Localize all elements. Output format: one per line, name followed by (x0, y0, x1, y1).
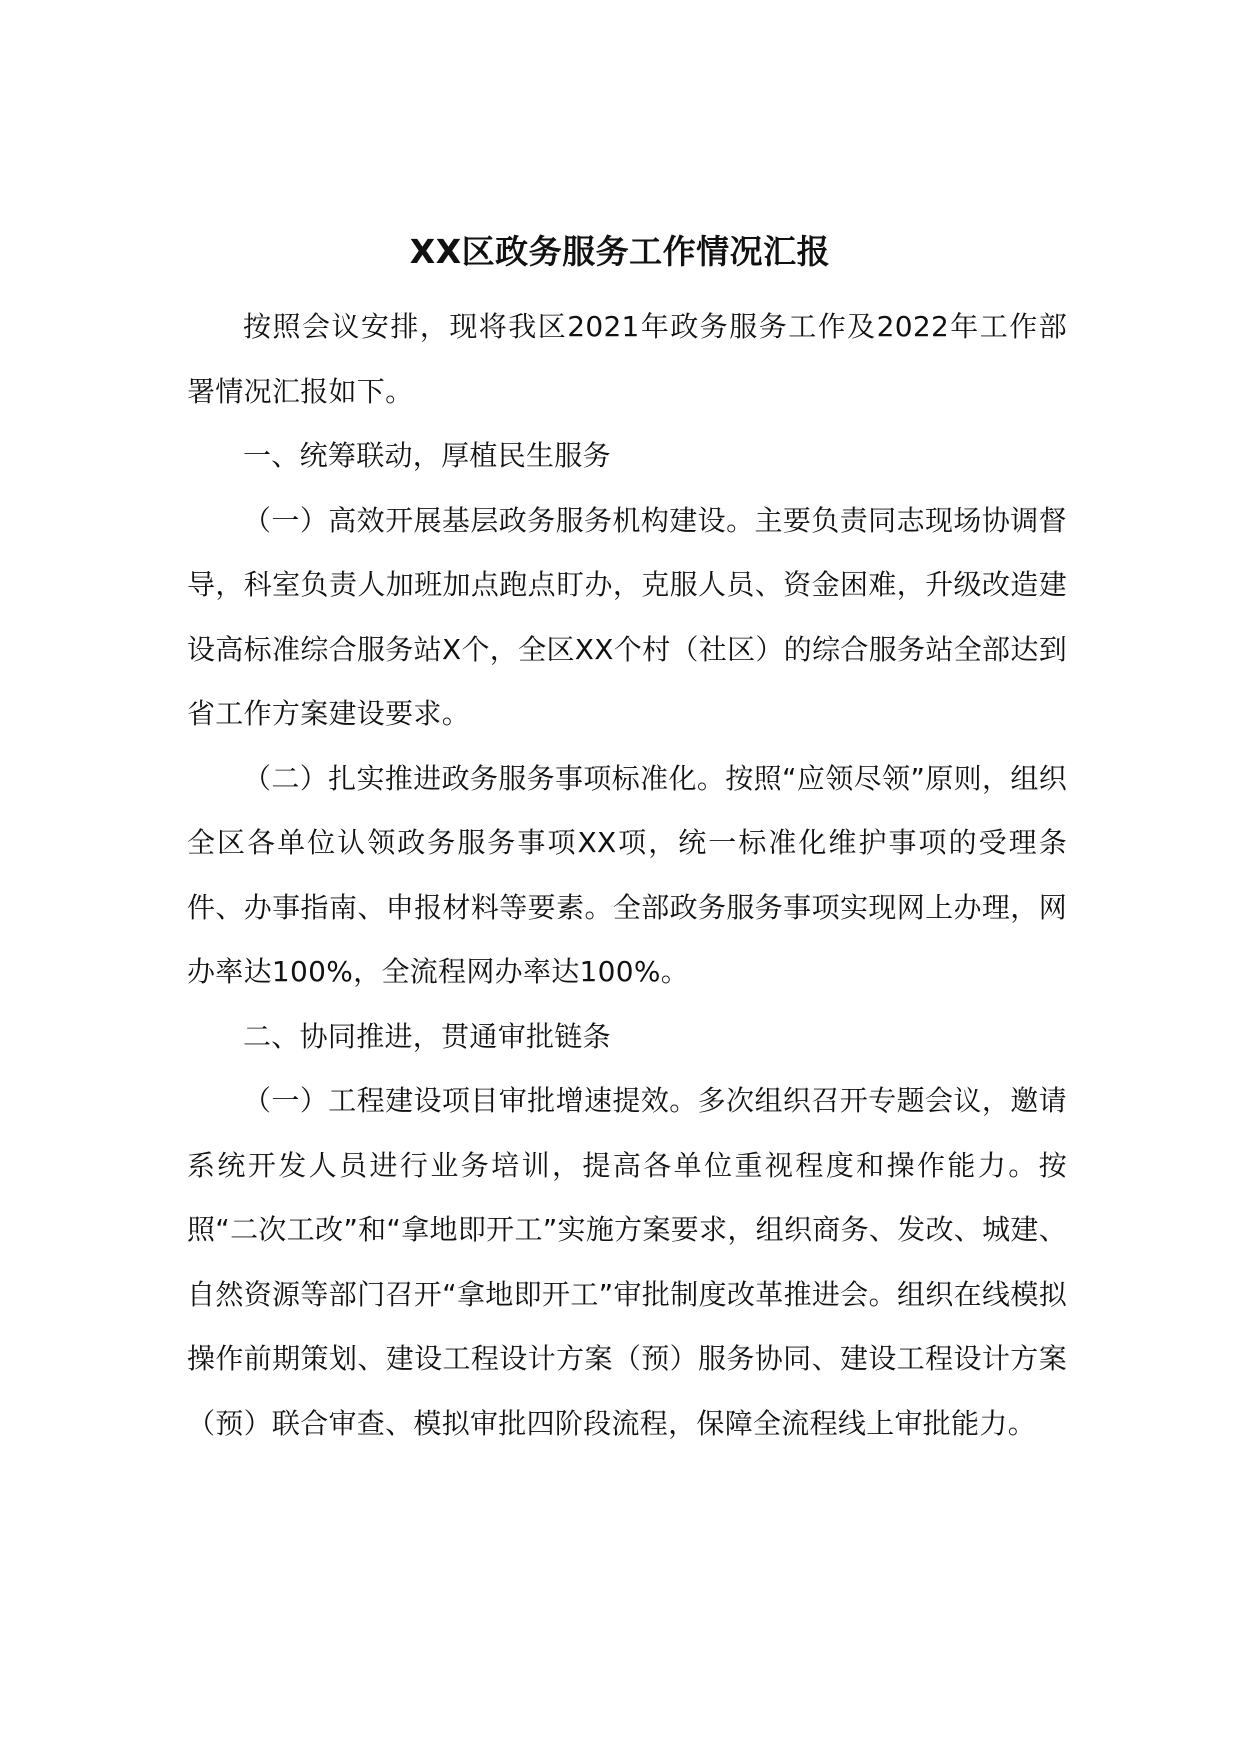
section-heading-1: 一、统筹联动，厚植民生服务 (243, 439, 611, 472)
subsection-paragraph-2-1: （一）工程建设项目审批增速提效。多次组织召开专题会议，邀请系统开发人员进行业务培训，提高各单位重视程度和操作能力。按照“二次工改”和“拿地即开工”实施方案要求，组织商务、发改、城建、自然资源等部门召开“拿地即开工”审批制度改革推进会。组织在线模拟操作前期策划、建设工程设计方案（预）服务协同、建设工程设计方案（预）联合审查、模拟审批四阶段流程，保障全流程线上审批能力。 (187, 1084, 1067, 1440)
section-heading-2: 二、协同推进，贯通审批链条 (243, 1019, 611, 1053)
subsection-paragraph-1-2: （二）扎实推进政务服务事项标准化。按照“应领尽领”原则，组织全区各单位认领政务服务事项XX项，统一标准化维护事项的受理条件、办事指南、申报材料等要素。全部政务服务事项实现网上办理，网办率达100%，全流程网办率达100%。 (187, 761, 1067, 988)
subsection-paragraph-1-1: （一）高效开展基层政务服务机构建设。主要负责同志现场协调督导，科室负责人加班加点跑点盯办，克服人员、资金困难，升级改造建设高标准综合服务站X个，全区XX个村（社区）的综合服务站全部达到省工作方案建设要求。 (187, 503, 1067, 730)
document-body (187, 295, 1067, 1456)
intro-paragraph: 按照会议安排，现将我区2021年政务服务工作及2022年工作部署情况汇报如下。 (187, 310, 1067, 408)
document-title: XX区政务服务工作情况汇报 (409, 232, 831, 272)
